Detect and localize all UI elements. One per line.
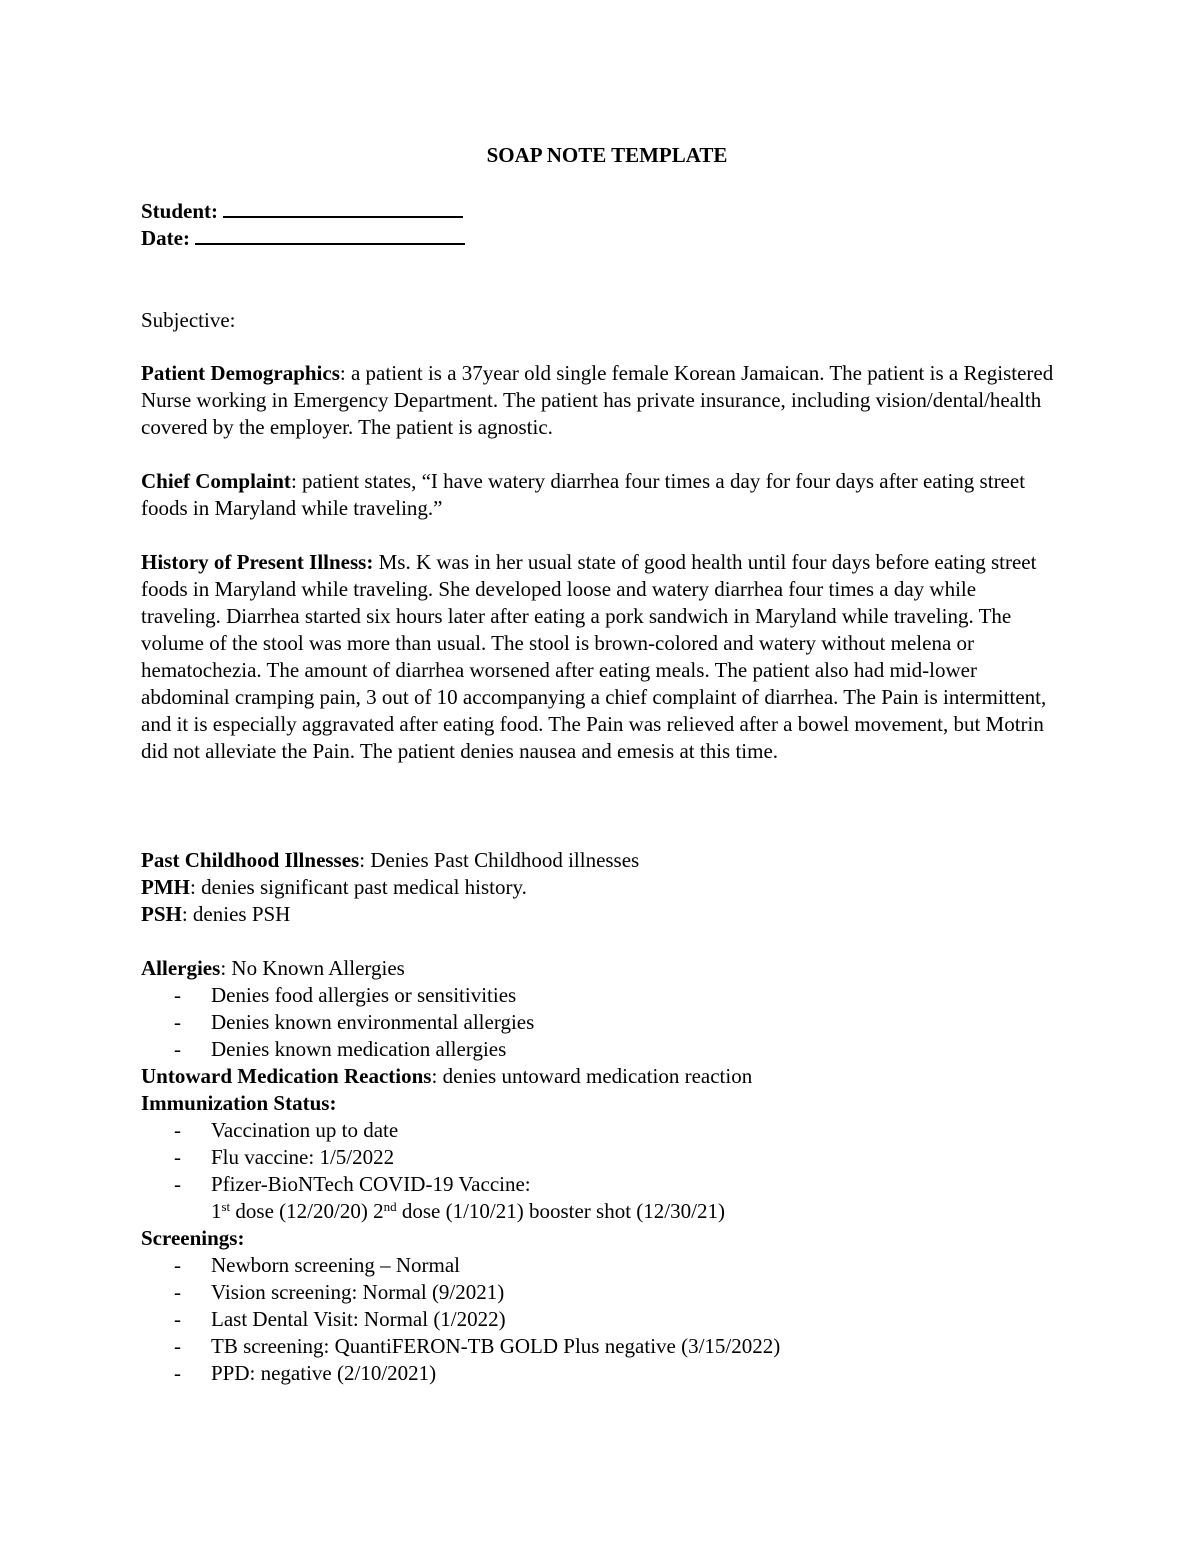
hpi-text: Ms. K was in her usual state of good health until four days before eating street foods in Maryland while traveling. She developed loose and watery diarrhea four times a day while traveling. Diarrhea started six hours later after eating a pork sandwich in Maryland while traveling. The volume of the stool was more than usual. The stool is brown-colored and watery without melena or hematochezia. The amount of diarrhea worsened after eating meals. The patient also had mid-lower abdominal cramping pain, 3 out of 10 accompanying a chief complaint of diarrhea. The Pain is intermittent, and it is especially aggravated after eating food. The Pain was relieved after a bowel movement, but Motrin did not alleviate the Pain. The patient denies nausea and emesis at this time. (141, 550, 1047, 763)
bullet-dash: - (174, 1361, 181, 1385)
date-field (141, 225, 465, 252)
bullet-dash: - (174, 1253, 181, 1277)
list-item-text: Last Dental Visit: Normal (1/2022) (211, 1307, 506, 1331)
immunization-list (141, 1117, 1071, 1225)
screenings-label: Screenings: (141, 1226, 245, 1250)
pmh-text: : denies significant past medical history. (189, 875, 527, 899)
dose1-text: dose (12/20/20) (230, 1199, 374, 1223)
list-item (141, 1036, 1071, 1063)
immunization-heading (141, 1090, 1071, 1117)
list-item-text: Denies known medication allergies (211, 1037, 507, 1061)
bullet-dash: - (174, 1145, 181, 1169)
dose2-number: 2 (373, 1199, 384, 1223)
screenings-list (141, 1252, 1071, 1387)
covid-doses (211, 1199, 725, 1223)
dose2-text: dose (1/10/21) booster shot (12/30/21) (396, 1199, 725, 1223)
date-label: Date: (141, 226, 190, 250)
list-item (141, 1306, 1071, 1333)
bullet-dash: - (174, 1307, 181, 1331)
untoward-text: : denies untoward medication reaction (431, 1064, 753, 1088)
student-field (141, 198, 463, 225)
untoward-label: Untoward Medication Reactions (141, 1064, 432, 1088)
history-section (141, 847, 1071, 1387)
bullet-dash: - (174, 1118, 181, 1142)
dose2-ordinal: nd (383, 1199, 397, 1214)
demographics-paragraph (141, 360, 1071, 441)
past-childhood-label: Past Childhood Illnesses (141, 848, 360, 872)
list-item (141, 1279, 1071, 1306)
list-item (141, 1117, 1071, 1144)
list-item-text: PPD: negative (2/10/2021) (211, 1361, 437, 1385)
psh-label: PSH (141, 902, 182, 926)
list-item-text: Flu vaccine: 1/5/2022 (211, 1145, 395, 1169)
student-blank[interactable] (223, 198, 463, 218)
chief-complaint-paragraph (141, 468, 1041, 522)
past-childhood-line (141, 847, 1071, 874)
chief-complaint-label: Chief Complaint (141, 469, 291, 493)
hpi-paragraph (141, 549, 1061, 765)
bullet-dash: - (174, 1334, 181, 1358)
list-item-text: Pfizer-BioNTech COVID-19 Vaccine: (211, 1172, 531, 1196)
list-item (141, 1360, 1071, 1387)
allergies-list (141, 982, 1071, 1063)
subjective-label: Subjective: (141, 308, 236, 332)
screenings-heading (141, 1225, 1071, 1252)
bullet-dash: - (174, 1010, 181, 1034)
chief-complaint-text: : patient states, “I have watery diarrhea four times a day for four days after eating street foods in Maryland while traveling.” (141, 469, 1026, 520)
allergies-text: : No Known Allergies (220, 956, 405, 980)
past-childhood-text: : Denies Past Childhood illnesses (359, 848, 640, 872)
list-item (141, 1333, 1071, 1360)
demographics-label: Patient Demographics (141, 361, 340, 385)
list-item (141, 1009, 1071, 1036)
date-blank[interactable] (195, 225, 465, 245)
dose1-number: 1 (211, 1199, 222, 1223)
bullet-dash: - (174, 983, 181, 1007)
allergies-label: Allergies (141, 956, 221, 980)
list-item-text: TB screening: QuantiFERON-TB GOLD Plus negative (3/15/2022) (211, 1334, 781, 1358)
immunization-label: Immunization Status: (141, 1091, 337, 1115)
hpi-label: History of Present Illness: (141, 550, 374, 574)
list-item (141, 1144, 1071, 1171)
untoward-line (141, 1063, 1071, 1090)
bullet-dash: - (174, 1280, 181, 1304)
list-item-text: Vision screening: Normal (9/2021) (211, 1280, 505, 1304)
demographics-text: : a patient is a 37year old single female Korean Jamaican. The patient is a Registered Nurse working in Emergency Department. The patient has private insurance, including vision/dental/health covered by the employer. The patient is agnostic. (141, 361, 1054, 439)
dose1-ordinal: st (221, 1199, 231, 1214)
list-item-text: Vaccination up to date (211, 1118, 399, 1142)
list-item (141, 1171, 1071, 1225)
list-item-text: Denies known environmental allergies (211, 1010, 535, 1034)
list-item (141, 982, 1071, 1009)
pmh-label: PMH (141, 875, 190, 899)
student-label: Student: (141, 199, 219, 223)
document-title: SOAP NOTE TEMPLATE (486, 143, 728, 167)
psh-line (141, 901, 1071, 928)
bullet-dash: - (174, 1037, 181, 1061)
list-item-text: Newborn screening – Normal (211, 1253, 461, 1277)
psh-text: : denies PSH (181, 902, 291, 926)
list-item-text: Denies food allergies or sensitivities (211, 983, 517, 1007)
pmh-line (141, 874, 1071, 901)
bullet-dash: - (174, 1172, 181, 1196)
list-item (141, 1252, 1071, 1279)
allergies-line (141, 955, 1071, 982)
